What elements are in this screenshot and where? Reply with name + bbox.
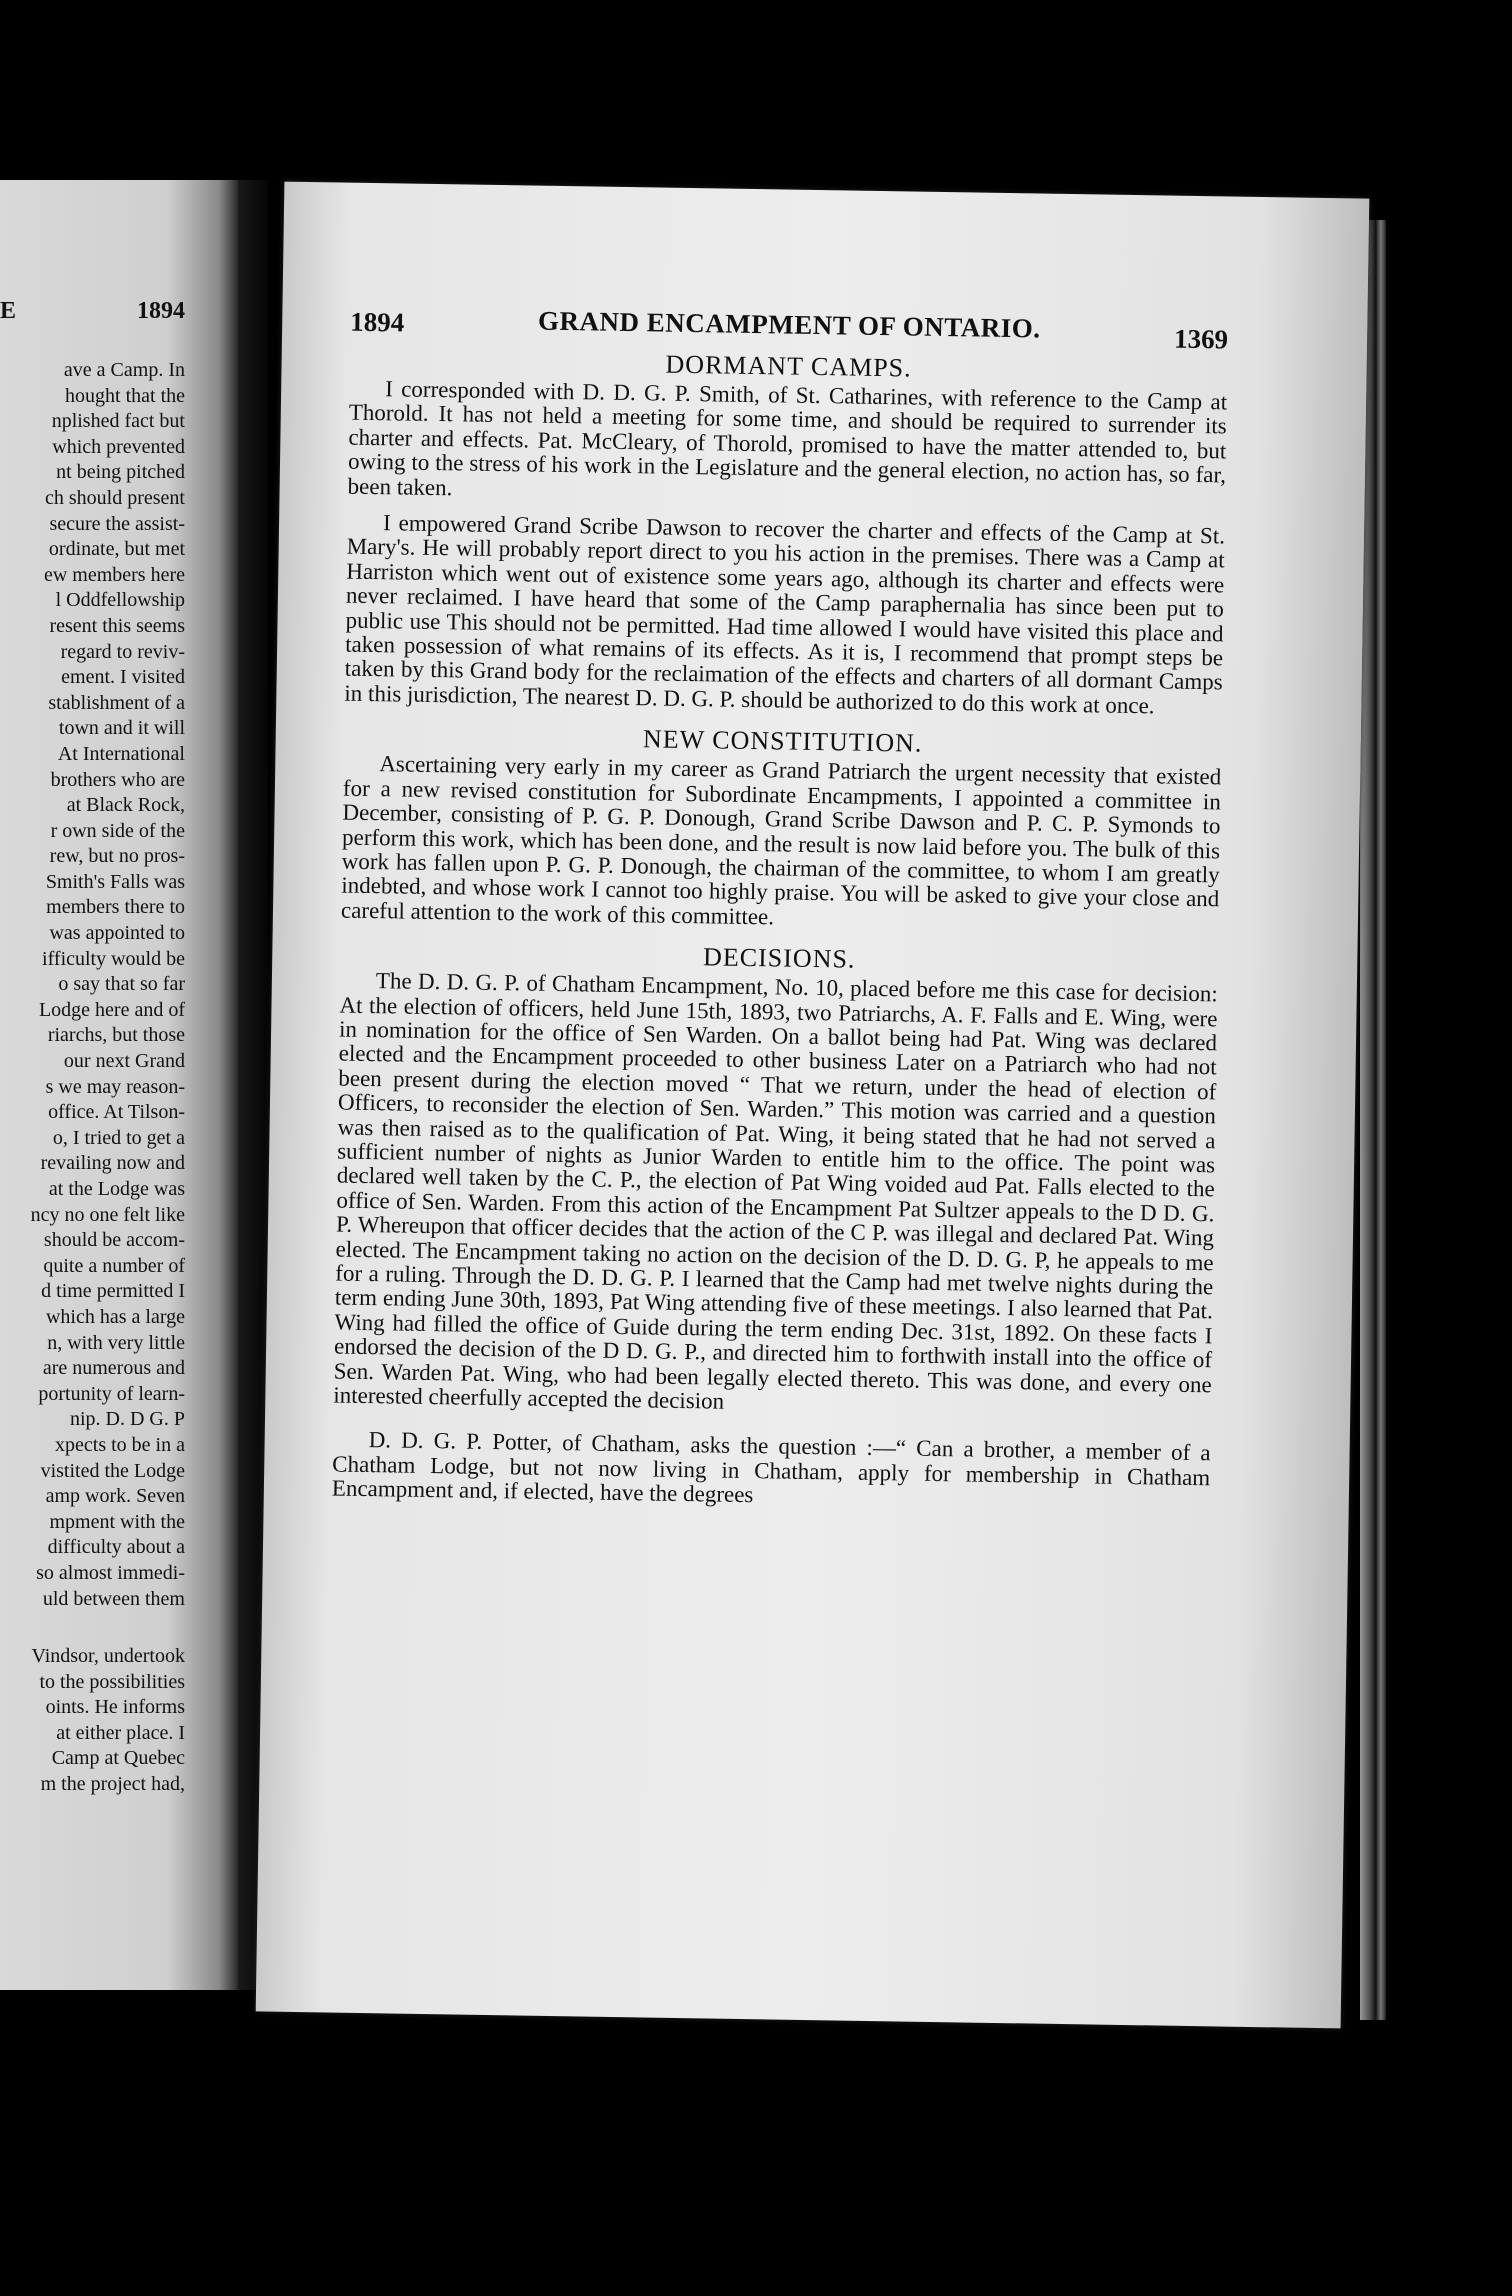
- left-page-line: oints. He informs: [45, 1696, 185, 1719]
- left-page-line: nplished fact but: [51, 410, 185, 433]
- paragraph-dormant-1: I corresponded with D. D. G. P. Smith, of St. Catharines, with reference to the Camp at Thorold. It has not held a meeting for some time, and should be required to surrender its charter and effects. Pat. McCleary, of Thorold, promised to have the matter attended to, but owing to the stress of his work in the Legislature and the general election, no action has, so far, been taken.: [347, 376, 1228, 500]
- left-page-line: rew, but no pros-: [49, 845, 185, 868]
- left-page-line: Camp at Quebec: [51, 1747, 185, 1770]
- left-page-line: at Black Rock,: [66, 794, 185, 817]
- left-page-line: stablishment of a: [48, 691, 185, 714]
- left-page-line: nt being pitched: [56, 461, 185, 484]
- left-page-header-fragment: E: [0, 298, 17, 324]
- left-page-line: l Oddfellowship: [55, 589, 185, 612]
- left-page-line: town and it will: [58, 717, 185, 740]
- facing-page-left: [0, 180, 238, 1990]
- left-page-line: office. At Tilson-: [48, 1101, 185, 1124]
- page-number: 1369: [1173, 323, 1229, 355]
- left-page-line: so almost immedi-: [36, 1561, 185, 1584]
- left-page-line: are numerous and: [42, 1357, 185, 1380]
- left-page-line: ordinate, but met: [48, 538, 185, 561]
- left-page-line: regard to reviv-: [60, 640, 185, 663]
- header-year: 1894: [350, 306, 405, 338]
- page-content: [332, 303, 1229, 1515]
- left-page-line: portunity of learn-: [38, 1382, 185, 1405]
- left-page-line: members there to: [46, 896, 185, 919]
- main-page: [256, 182, 1370, 2029]
- left-page-line: riarchs, but those: [47, 1024, 185, 1047]
- left-page-line: r own side of the: [50, 819, 185, 842]
- left-page-line: ew members here: [43, 563, 185, 586]
- left-page-line: resent this seems: [49, 614, 185, 637]
- left-page-line: uld between them: [42, 1587, 185, 1610]
- left-page-line: which prevented: [52, 435, 185, 458]
- left-page-line: mpment with the: [49, 1510, 185, 1533]
- left-page-line: revailing now and: [40, 1152, 185, 1175]
- left-page-line: m the project had,: [40, 1773, 185, 1796]
- left-page-line: at the Lodge was: [48, 1178, 185, 1200]
- heading-dormant-camps: DORMANT CAMPS.: [665, 349, 912, 383]
- left-page-line: ch should present: [45, 486, 185, 509]
- left-page-line: o say that so far: [58, 973, 185, 996]
- left-page-line: amp work. Seven: [45, 1485, 185, 1508]
- left-page-line: to the possibilities: [39, 1670, 185, 1693]
- heading-new-constitution: NEW CONSTITUTION.: [642, 724, 923, 758]
- left-page-line: secure the assist-: [49, 512, 185, 535]
- left-page-line: brothers who are: [50, 768, 185, 791]
- left-page-line: difficulty about a: [47, 1536, 185, 1559]
- left-page-line: Vindsor, undertook: [31, 1645, 185, 1668]
- left-page-gap: [0, 1612, 185, 1644]
- left-page-line: ave a Camp. In: [63, 359, 185, 381]
- header-title: GRAND ENCAMPMENT OF ONTARIO.: [537, 305, 1041, 344]
- left-page-line: xpects to be in a: [55, 1433, 185, 1456]
- paragraph-decisions-2: D. D. G. P. Potter, of Chatham, asks the question :—“ Can a brother, a member of a Chatham Lodge, but not now living in Chatham, apply for membership in Chatham Encampment and, if elected, have the degrees: [331, 1427, 1211, 1508]
- left-page-line: should be accom-: [43, 1229, 185, 1252]
- left-page-line: d time permitted I: [41, 1280, 185, 1303]
- left-page-line: our next Grand: [63, 1050, 185, 1073]
- left-page-line: s we may reason-: [45, 1075, 185, 1098]
- left-page-line: at either place. I: [56, 1721, 185, 1744]
- left-page-line: ement. I visited: [61, 666, 185, 689]
- left-page-line: At International: [57, 742, 185, 765]
- left-page-line: was appointed to: [49, 922, 185, 945]
- left-page-line: quite a number of: [43, 1254, 185, 1277]
- left-page-line: Smith's Falls was: [45, 870, 185, 893]
- left-page-number: 1894: [137, 298, 185, 324]
- left-page-line: o, I tried to get a: [52, 1126, 185, 1149]
- left-page-line: which has a large: [45, 1305, 185, 1328]
- left-page-line: n, with very little: [47, 1331, 185, 1354]
- paragraph-constitution-1: Ascertaining very early in my career as Grand Patriarch the urgent necessity that existed for a new revised constitution for Subordinate Encampments, I appointed a committee in December, consisting of P. G. P. Donough, Grand Scribe Dawson and P. C. P. Symonds to perform this work, which has been done, and the result is now laid before you. The bulk of this work has fallen upon P. G. P. Donough, the chairman of the committee, to whom I am greatly indebted, and whose work I cannot too highly praise. You will be asked to give your close and careful attention to the work of this committee.: [340, 751, 1222, 930]
- left-page-line: nip. D. D G. P: [69, 1408, 185, 1431]
- left-page-line: ifficulty would be: [42, 947, 185, 970]
- paragraph-decisions-1: The D. D. G. P. of Chatham Encampment, No. 10, placed before me this case for decision: At the election of officers, held June 15th, 1893, two Patriarchs, A. F. Falls and E. Wing, were in nomination for the office of Sen Warden. On a ballot being had Pat. Wing was declared elected and the Encampment proceeded to other business Later on a Patriarch who had not been present during the election moved “ That we return, under the head of election of Officers, to reconsider the election of Sen. Warden.” This motion was carried and a question was then raised as to the qualification of Pat. Wing, it being stated that he had not served a sufficient number of nights as Junior Warden to entitle him to the office. The point was declared well taken by the C. P., the election of Pat Wing voided aud Pat. Falls elected to the office of Sen. Warden. From this action of the Encampment Pat Sultzer appeals to the D D. G. P. Whereupon that officer decides that the action of the C P. was illegal and declared Pat. Wing elected. The Encampment taking no action on the decision of the D. D. G. P, he appeals to me for a ruling. Through the D. D. G. P. I learned that the Camp had met twelve nights during the term ending June 30th, 1893, Pat Wing attending five of these meetings. I also learned that Pat. Wing had filled the office of Guide during the term ending Dec. 31st, 1892. On these facts I endorsed the decision of the D D. G. P., and directed him to forthwith install into the office of Sen. Warden Pat. Wing, who had been legally elected thereto. This was done, and every one interested cheerfully accepted the decision: [333, 968, 1218, 1414]
- heading-decisions: DECISIONS.: [702, 942, 856, 974]
- left-page-line: vistited the Lodge: [40, 1459, 185, 1482]
- left-page-line: Lodge here and of: [38, 998, 185, 1021]
- left-page-text: [0, 358, 185, 1798]
- left-page-line: ncy no one felt like: [30, 1203, 185, 1226]
- paragraph-dormant-2: I empowered Grand Scribe Dawson to recover the charter and effects of the Camp at St. Mary's. He will probably report direct to you his action in the premises. There was a Camp at Harriston which went out of existence some years ago, although its charter and effects were never reclaimed. I have heard that some of the Camp paraphernalia has since been put to public use This should not be permitted. Had time allowed I would have visited this place and taken possession of what remains of its effects. As it is, I recommend that prompt steps be taken by this Grand body for the reclaimation of the effects and charters of all dormant Camps in this jurisdiction, The nearest D. D. G. P. should be authorized to do this work at once.: [344, 510, 1226, 719]
- left-page-line: hought that the: [65, 384, 185, 407]
